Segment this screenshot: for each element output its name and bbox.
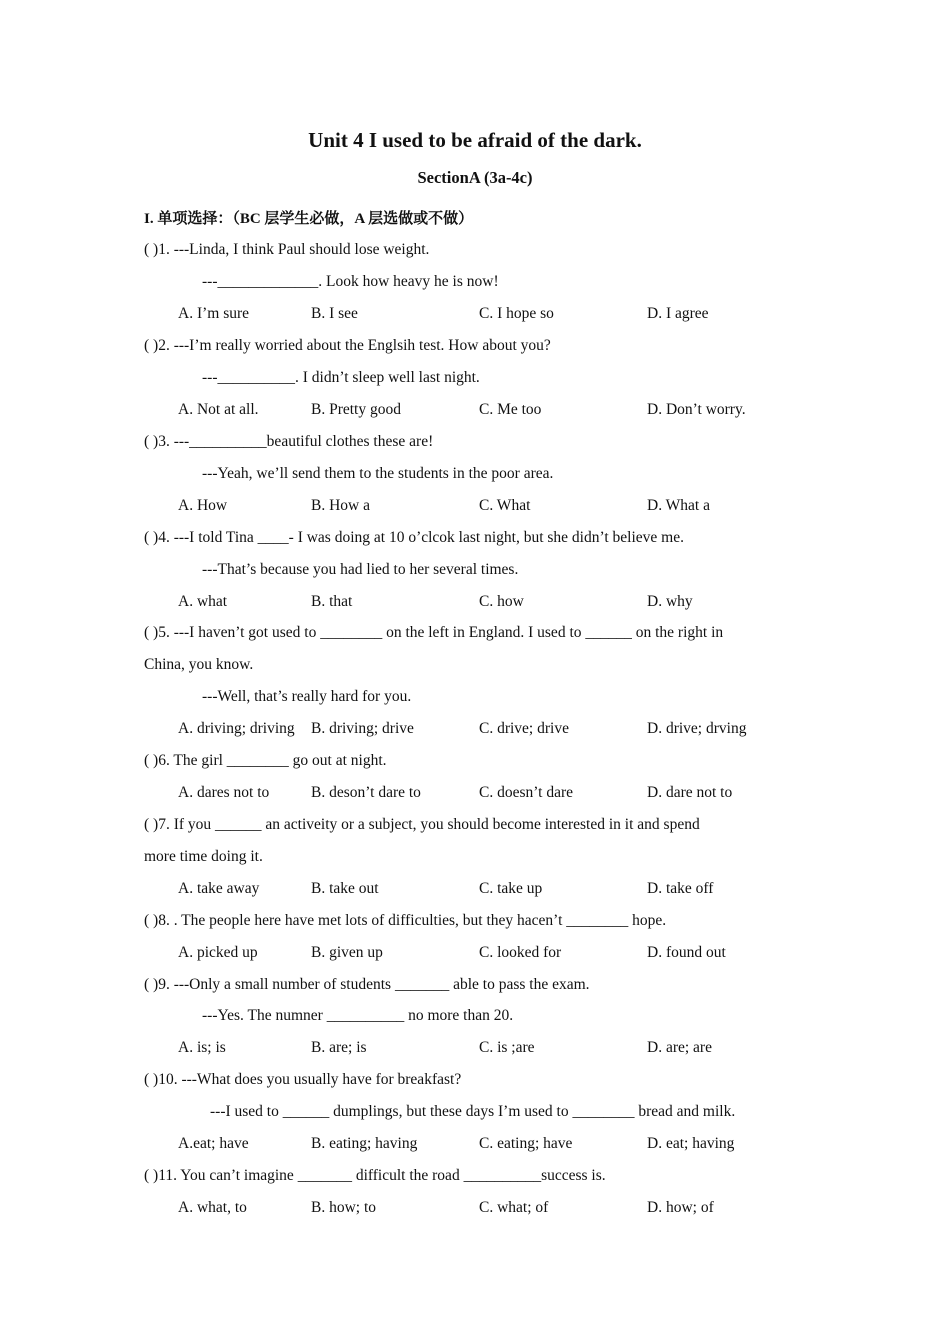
answer-option: C. take up	[479, 880, 543, 897]
page-title: Unit 4 I used to be afraid of the dark.	[308, 128, 642, 152]
answer-option: C. eating; have	[479, 1135, 573, 1152]
answer-option: A.eat; have	[178, 1135, 249, 1152]
answer-option: C. doesn’t dare	[479, 784, 573, 801]
answer-option: D. found out	[647, 944, 726, 961]
page-subtitle: SectionA (3a-4c)	[417, 168, 533, 187]
question-stem: ( )7. If you ______ an activeity or a subject, you should become interested in it and spend	[144, 816, 700, 833]
dialogue-line: ---I used to ______ dumplings, but these days I’m used to ________ bread and milk.	[210, 1103, 736, 1120]
answer-option: B. deson’t dare to	[311, 784, 421, 801]
answer-option: A. Not at all.	[178, 401, 259, 418]
answer-option: C. looked for	[479, 944, 562, 961]
question-stem: ( )1. ---Linda, I think Paul should lose weight.	[144, 241, 430, 258]
question-stem: ( )8. . The people here have met lots of difficulties, but they hacen’t ________ hope.	[144, 912, 667, 929]
question-stem: ( )2. ---I’m really worried about the Englsih test. How about you?	[144, 337, 551, 354]
question-stem-continued: China, you know.	[144, 656, 254, 673]
answer-option: D. Don’t worry.	[647, 401, 746, 418]
section-heading: I. 单项选择：（BC 层学生必做，A 层选做或不做）	[144, 211, 474, 227]
answer-option: B. Pretty good	[311, 401, 401, 418]
answer-option: A. driving; driving	[178, 720, 295, 737]
answer-option: B. take out	[311, 880, 379, 897]
answer-option: D. drive; drving	[647, 720, 747, 737]
question-stem: ( )6. The girl ________ go out at night.	[144, 752, 387, 769]
answer-option: A. what, to	[178, 1199, 247, 1216]
question-stem: ( )9. ---Only a small number of students _______ able to pass the exam.	[144, 976, 590, 993]
answer-option: C. is ;are	[479, 1039, 535, 1056]
answer-option: C. I hope so	[479, 305, 554, 322]
answer-option: B. eating; having	[311, 1135, 418, 1152]
question-stem: ( )10. ---What does you usually have for breakfast?	[144, 1071, 462, 1088]
answer-option: D. I agree	[647, 305, 709, 322]
answer-option: A. is; is	[178, 1039, 226, 1056]
answer-option: C. how	[479, 593, 524, 610]
answer-option: D. take off	[647, 880, 714, 897]
answer-option: D. What a	[647, 497, 710, 514]
answer-option: C. drive; drive	[479, 720, 569, 737]
dialogue-line: ---_____________. Look how heavy he is now!	[202, 273, 499, 290]
dialogue-line: ---Yeah, we’ll send them to the students in the poor area.	[202, 465, 554, 482]
answer-option: D. why	[647, 593, 693, 610]
answer-option: C. What	[479, 497, 531, 514]
answer-option: A. picked up	[178, 944, 258, 961]
question-stem: ( )5. ---I haven’t got used to ________ on the left in England. I used to ______ on the right in	[144, 624, 724, 641]
answer-option: A. dares not to	[178, 784, 270, 801]
answer-option: D. dare not to	[647, 784, 733, 801]
question-stem: ( )3. ---__________beautiful clothes these are!	[144, 433, 434, 450]
answer-option: B. given up	[311, 944, 383, 961]
dialogue-line: ---Well, that’s really hard for you.	[202, 688, 412, 705]
answer-option: B. driving; drive	[311, 720, 414, 737]
answer-option: C. what; of	[479, 1199, 549, 1216]
answer-option: D. how; of	[647, 1199, 714, 1216]
dialogue-line: ---Yes. The numner __________ no more than 20.	[202, 1007, 514, 1024]
answer-option: A. How	[178, 497, 228, 514]
answer-option: D. eat; having	[647, 1135, 735, 1152]
answer-option: A. I’m sure	[178, 305, 250, 322]
answer-option: B. that	[311, 593, 353, 610]
answer-option: D. are; are	[647, 1039, 712, 1056]
dialogue-line: ---That’s because you had lied to her several times.	[202, 561, 519, 578]
question-stem-continued: more time doing it.	[144, 848, 263, 865]
answer-option: B. I see	[311, 305, 358, 322]
answer-option: A. take away	[178, 880, 260, 897]
answer-option: B. how; to	[311, 1199, 377, 1216]
answer-option: B. are; is	[311, 1039, 367, 1056]
dialogue-line: ---__________. I didn’t sleep well last night.	[202, 369, 480, 386]
answer-option: B. How a	[311, 497, 370, 514]
answer-option: A. what	[178, 593, 228, 610]
question-stem: ( )11. You can’t imagine _______ difficult the road __________success is.	[144, 1167, 606, 1184]
answer-option: C. Me too	[479, 401, 542, 418]
question-stem: ( )4. ---I told Tina ____- I was doing at 10 o’clcok last night, but she didn’t believe me.	[144, 529, 684, 546]
